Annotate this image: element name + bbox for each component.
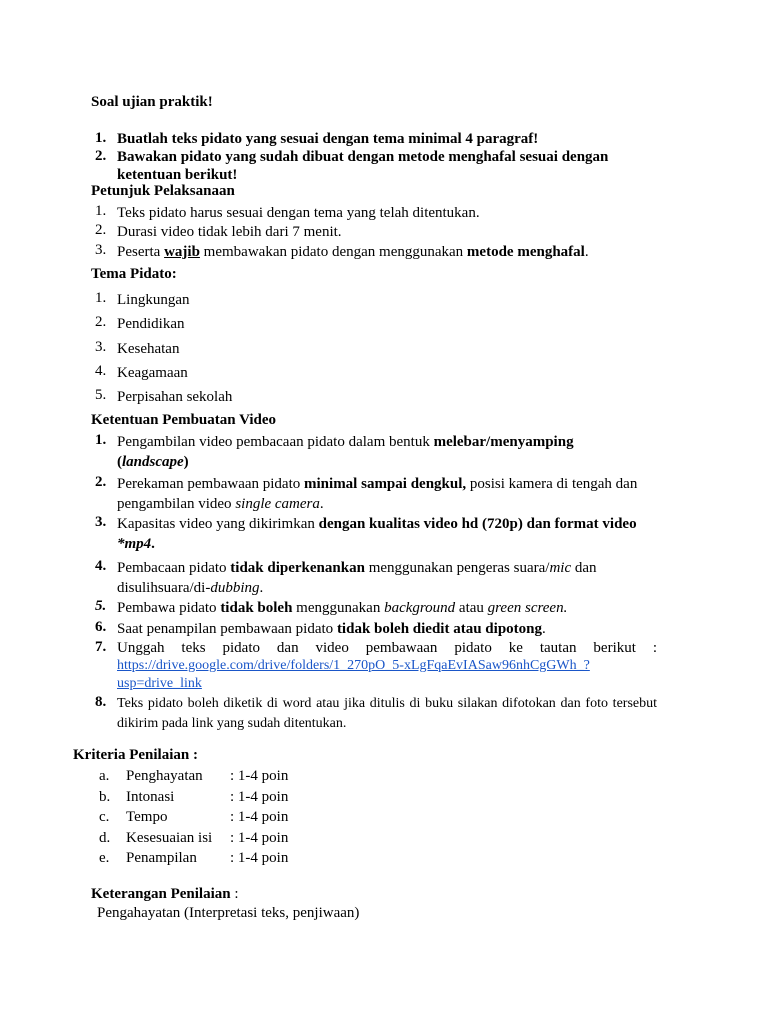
- keterangan-line: Pengahayatan (Interpretasi teks, penjiwaan): [97, 905, 360, 921]
- section-heading-ketentuan: Ketentuan Pembuatan Video: [91, 412, 277, 428]
- drive-link[interactable]: https://drive.google.com/drive/folders/1_270pO_5-xLgFqaEvIASaw96nhCgGWh_?: [117, 658, 590, 673]
- section-heading-keterangan: Keterangan Penilaian :: [91, 886, 239, 902]
- drive-link[interactable]: usp=drive_link: [117, 676, 202, 691]
- section-heading-tema: Tema Pidato:: [91, 266, 177, 282]
- section-heading-kriteria: Kriteria Penilaian :: [73, 747, 198, 763]
- document-page: Soal ujian praktik! 1. Buatlah teks pidato yang sesuai dengan tema minimal 4 paragraf! 2. Bawakan pidato yang sudah dibuat dengan metode menghafal sesuai dengan ketentuan berikut! Petunjuk Pelaksanaan 1. Teks pidato harus sesuai dengan tema yang telah ditentukan. 2. Durasi video tidak lebih dari 7 menit. 3. Peserta wajib membawakan pidato dengan menggunakan metode menghafal. Tema Pidato: 1. Lingkungan 2. Pendidikan 3. Kesehatan 4. Keagamaan 5. Perpisahan sekolah Ketentuan Pembuatan Video 1. Pengambilan video pembacaan pidato dalam bentuk melebar/menyamping (landscape) 2. Perekaman pembawaan pidato minimal sampai dengkul, posisi kamera di tengah dan pengambilan video single camera. 3. Kapasitas video yang dikirimkan dengan kualitas video hd (720p) dan format video *mp4. 4. Pembacaan pidato tidak diperkenankan menggunakan pengeras suara/mic dan disulihsuara/di-dubbing. 5. Pembawa pidato tidak boleh menggunakan background atau green screen. 6. Saat penampilan pembawaan pidato tidak boleh diedit atau dipotong. 7. Unggah teks pidato dan video pembawaan pidato ke tautan berikut : https://drive.google.com/drive/folders/1_270pO_5-xLgFqaEvIASaw96nhCgGWh_? usp=drive_link 8. Teks pidato boleh diketik di word atau jika ditulis di buku silakan difotokan dan foto tersebut dikirim pada link yang sudah ditentukan. Kriteria Penilaian : a. Penghayatan : 1-4 poin b. Intonasi : 1-4 poin c. Tempo : 1-4 poin d. Kesesuaian isi : 1-4 poin e. Penampilan : 1-4 poin Keterangan Penilaian : Pengahayatan (Interpretasi teks, penjiwaan): [73, 94, 657, 921]
- section-heading-petunjuk: Petunjuk Pelaksanaan: [91, 183, 235, 199]
- page-title: Soal ujian praktik!: [91, 94, 213, 110]
